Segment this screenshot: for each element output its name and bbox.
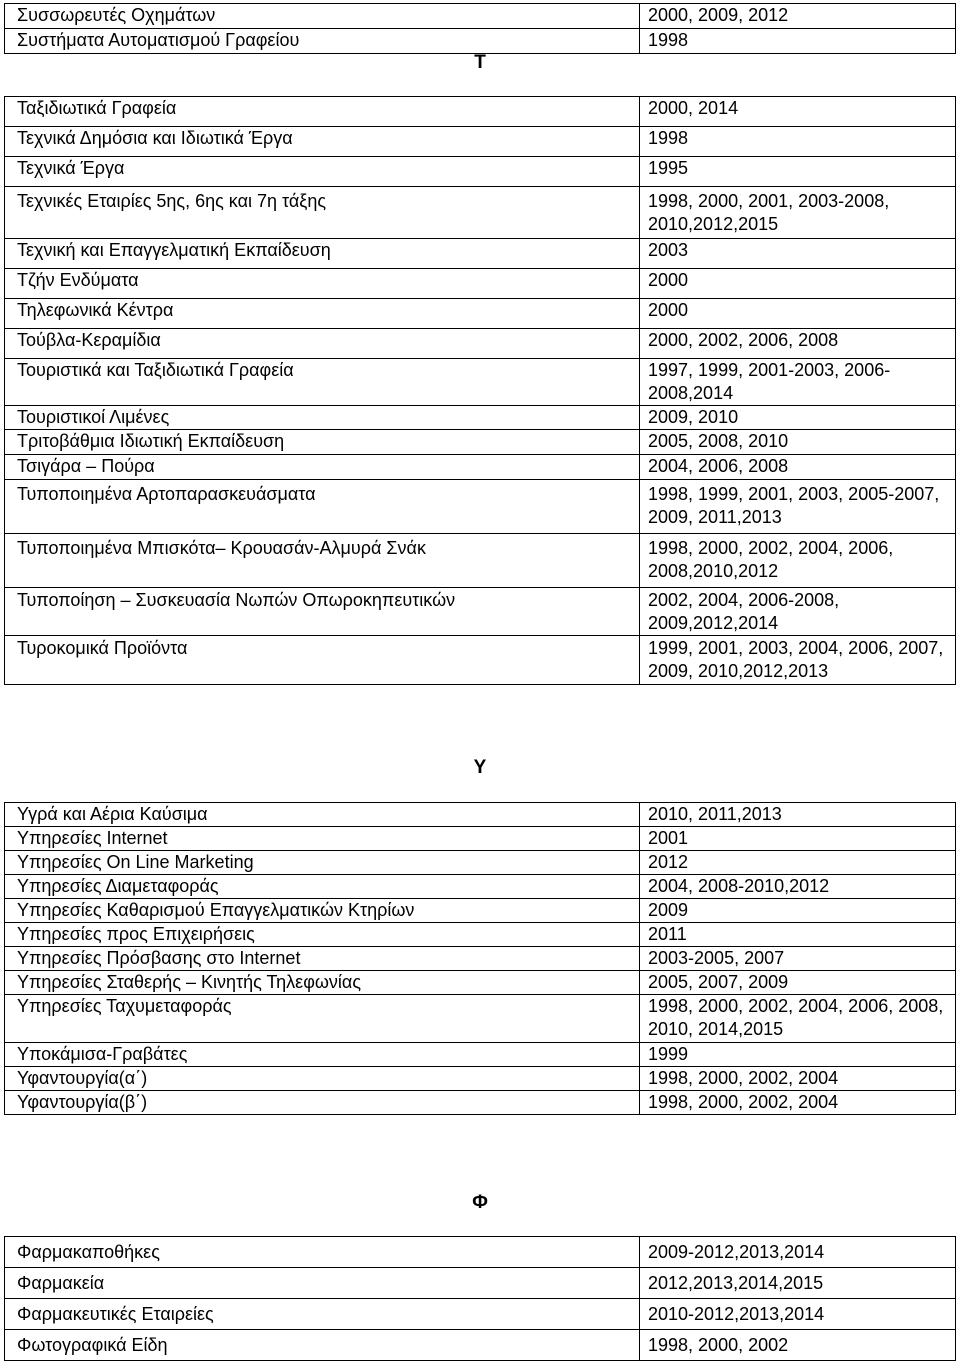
industry-name: Τυποποίηση – Συσκευασία Νωπών Οπωροκηπευτικών xyxy=(5,588,640,636)
industry-name: Τούβλα-Κεραμίδια xyxy=(5,329,640,359)
table-row xyxy=(5,588,956,636)
table-row xyxy=(5,971,956,995)
industry-name: Συστήματα Αυτοματισμού Γραφείου xyxy=(5,29,640,54)
industry-years: 2012 xyxy=(640,851,956,875)
table-top xyxy=(4,3,956,54)
section-letter-y: Υ xyxy=(473,757,487,778)
industry-years: 2000, 2009, 2012 xyxy=(640,4,956,29)
industry-name: Τεχνικά Δημόσια και Ιδιωτικά Έργα xyxy=(5,127,640,157)
industry-years: 2009, 2010 xyxy=(640,406,956,430)
industry-name: Υφαντουργία(α΄) xyxy=(5,1067,640,1091)
industry-years: 2000, 2002, 2006, 2008 xyxy=(640,329,956,359)
table-row xyxy=(5,406,956,430)
industry-years: 2010-2012,2013,2014 xyxy=(640,1299,956,1330)
industry-name: Φαρμακεία xyxy=(5,1268,640,1299)
industry-years: 2003 xyxy=(640,239,956,269)
table-row xyxy=(5,430,956,455)
table-row xyxy=(5,636,956,685)
industry-years: 1998, 2000, 2002, 2004 xyxy=(640,1091,956,1115)
table-row xyxy=(5,187,956,239)
industry-years: 2009-2012,2013,2014 xyxy=(640,1237,956,1268)
industry-name: Φωτογραφικά Είδη xyxy=(5,1330,640,1361)
industry-name: Υγρά και Αέρια Καύσιμα xyxy=(5,803,640,827)
industry-name: Τουριστικά και Ταξιδιωτικά Γραφεία xyxy=(5,359,640,406)
table-row xyxy=(5,239,956,269)
industry-years: 1999 xyxy=(640,1043,956,1067)
industry-years: 2002, 2004, 2006-2008, 2009,2012,2014 xyxy=(640,588,956,636)
industry-name: Τζήν Ενδύματα xyxy=(5,269,640,299)
industry-years: 1999, 2001, 2003, 2004, 2006, 2007, 2009, 2010,2012,2013 xyxy=(640,636,956,685)
industry-years: 1995 xyxy=(640,157,956,187)
industry-years: 2001 xyxy=(640,827,956,851)
industry-name: Υπηρεσίες Καθαρισμού Επαγγελματικών Κτηρίων xyxy=(5,899,640,923)
industry-name: Συσσωρευτές Οχημάτων xyxy=(5,4,640,29)
table-row xyxy=(5,480,956,534)
industry-years: 1997, 1999, 2001-2003, 2006-2008,2014 xyxy=(640,359,956,406)
industry-name: Τηλεφωνικά Κέντρα xyxy=(5,299,640,329)
industry-name: Τυποποιημένα Αρτοπαρασκευάσματα xyxy=(5,480,640,534)
industry-years: 2004, 2008-2010,2012 xyxy=(640,875,956,899)
table-row xyxy=(5,29,956,54)
industry-name: Υπηρεσίες Σταθερής – Κινητής Τηλεφωνίας xyxy=(5,971,640,995)
industry-name: Υπηρεσίες Διαμεταφοράς xyxy=(5,875,640,899)
table-row xyxy=(5,827,956,851)
table-section-f xyxy=(4,1236,956,1361)
industry-name: Υφαντουργία(β΄) xyxy=(5,1091,640,1115)
industry-years: 1998, 2000, 2002 xyxy=(640,1330,956,1361)
table-row xyxy=(5,875,956,899)
industry-name: Τυροκομικά Προϊόντα xyxy=(5,636,640,685)
table-row xyxy=(5,299,956,329)
table-row xyxy=(5,455,956,480)
table-row xyxy=(5,995,956,1043)
table-row xyxy=(5,534,956,588)
industry-name: Τεχνικά Έργα xyxy=(5,157,640,187)
table-row xyxy=(5,269,956,299)
industry-name: Τουριστικοί Λιμένες xyxy=(5,406,640,430)
industry-name: Τεχνική και Επαγγελματική Εκπαίδευση xyxy=(5,239,640,269)
table-row xyxy=(5,851,956,875)
table-row xyxy=(5,803,956,827)
industry-years: 1998 xyxy=(640,127,956,157)
industry-name: Τυποποιημένα Μπισκότα– Κρουασάν-Αλμυρά Σνάκ xyxy=(5,534,640,588)
table-row xyxy=(5,157,956,187)
industry-years: 2005, 2008, 2010 xyxy=(640,430,956,455)
table-row xyxy=(5,947,956,971)
industry-years: 2005, 2007, 2009 xyxy=(640,971,956,995)
industry-name: Υπηρεσίες On Line Marketing xyxy=(5,851,640,875)
table-row xyxy=(5,329,956,359)
table-row xyxy=(5,359,956,406)
table-row xyxy=(5,923,956,947)
table-row xyxy=(5,1043,956,1067)
industry-years: 2011 xyxy=(640,923,956,947)
industry-years: 2000 xyxy=(640,269,956,299)
industry-name: Φαρμακευτικές Εταιρείες xyxy=(5,1299,640,1330)
industry-years: 1998, 2000, 2002, 2004, 2006, 2008,2010,2012 xyxy=(640,534,956,588)
table-row xyxy=(5,1330,956,1361)
table-row xyxy=(5,1299,956,1330)
industry-name: Τσιγάρα – Πούρα xyxy=(5,455,640,480)
industry-name: Ταξιδιωτικά Γραφεία xyxy=(5,97,640,127)
table-row xyxy=(5,1091,956,1115)
industry-name: Τεχνικές Εταιρίες 5ης, 6ης και 7η τάξης xyxy=(5,187,640,239)
industry-years: 2000 xyxy=(640,299,956,329)
industry-years: 1998, 2000, 2001, 2003-2008, 2010,2012,2015 xyxy=(640,187,956,239)
table-row xyxy=(5,127,956,157)
table-section-t xyxy=(4,96,956,685)
industry-name: Υπηρεσίες Internet xyxy=(5,827,640,851)
industry-years: 2009 xyxy=(640,899,956,923)
industry-name: Τριτοβάθμια Ιδιωτική Εκπαίδευση xyxy=(5,430,640,455)
industry-years: 2010, 2011,2013 xyxy=(640,803,956,827)
industry-years: 1998 xyxy=(640,29,956,54)
industry-years: 1998, 2000, 2002, 2004, 2006, 2008, 2010, 2014,2015 xyxy=(640,995,956,1043)
industry-years: 2000, 2014 xyxy=(640,97,956,127)
table-row xyxy=(5,97,956,127)
section-letter-t: Τ xyxy=(474,52,486,73)
table-row xyxy=(5,4,956,29)
table-row xyxy=(5,1067,956,1091)
table-section-y xyxy=(4,802,956,1115)
industry-years: 1998, 2000, 2002, 2004 xyxy=(640,1067,956,1091)
industry-name: Υπηρεσίες προς Επιχειρήσεις xyxy=(5,923,640,947)
industry-years: 2003-2005, 2007 xyxy=(640,947,956,971)
industry-years: 2012,2013,2014,2015 xyxy=(640,1268,956,1299)
industry-name: Φαρμακαποθήκες xyxy=(5,1237,640,1268)
section-letter-f: Φ xyxy=(472,1192,488,1213)
table-row xyxy=(5,1268,956,1299)
industry-years: 2004, 2006, 2008 xyxy=(640,455,956,480)
industry-name: Υποκάμισα-Γραβάτες xyxy=(5,1043,640,1067)
table-row xyxy=(5,1237,956,1268)
industry-name: Υπηρεσίες Ταχυμεταφοράς xyxy=(5,995,640,1043)
industry-years: 1998, 1999, 2001, 2003, 2005-2007, 2009, 2011,2013 xyxy=(640,480,956,534)
industry-name: Υπηρεσίες Πρόσβασης στο Internet xyxy=(5,947,640,971)
table-row xyxy=(5,899,956,923)
